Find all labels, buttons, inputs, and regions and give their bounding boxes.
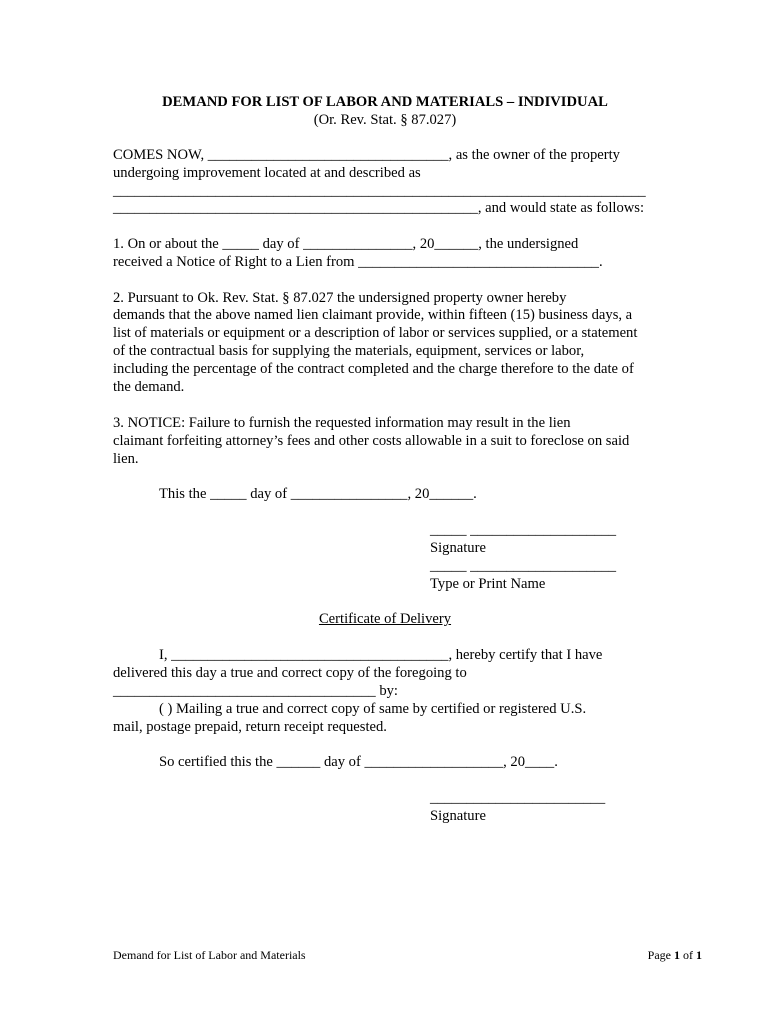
certificate-signature-label: Signature (430, 808, 486, 824)
certificate-line: ____________________________________ by: (113, 683, 398, 699)
page-current: 1 (674, 948, 680, 962)
page-of: of (680, 948, 696, 962)
paragraph-2-line: including the percentage of the contract completed and the charge therefore to the date of (113, 361, 634, 377)
paragraph-2-line: the demand. (113, 379, 185, 395)
document-title: DEMAND FOR LIST OF LABOR AND MATERIALS – INDIVIDUAL (162, 94, 608, 110)
page-prefix: Page (647, 948, 674, 962)
intro-line: __________________________________________________, and would state as follows: (113, 200, 645, 216)
certificate-signature-line: ________________________ (430, 790, 606, 806)
paragraph-2-line: demands that the above named lien claimant provide, within fifteen (15) business days, a (113, 307, 633, 323)
certificate-line: delivered this day a true and correct copy of the foregoing to (113, 665, 467, 681)
certificate-dated-line: So certified this the ______ day of ___________________, 20____. (159, 754, 558, 770)
paragraph-2-line: list of materials or equipment or a description of labor or services supplied, or a statement (113, 325, 638, 341)
paragraph-3-line: 3. NOTICE: Failure to furnish the requested information may result in the lien (113, 415, 571, 431)
signature-label: Signature (430, 540, 486, 556)
paragraph-3-line: claimant forfeiting attorney’s fees and other costs allowable in a suit to foreclose on said (113, 433, 630, 449)
paragraph-1-line: 1. On or about the _____ day of _______________, 20______, the undersigned (113, 236, 579, 252)
intro-line: _________________________________________________________________________ (113, 183, 646, 199)
signature-line: _____ ____________________ (430, 522, 617, 538)
certificate-line: mail, postage prepaid, return receipt requested. (113, 719, 387, 735)
print-name-line: _____ ____________________ (430, 558, 617, 574)
footer-title: Demand for List of Labor and Materials (113, 948, 306, 962)
paragraph-3-line: lien. (113, 451, 139, 467)
certificate-line: I, ______________________________________, hereby certify that I have (159, 647, 603, 663)
certificate-line: ( ) Mailing a true and correct copy of same by certified or registered U.S. (159, 701, 587, 717)
document-subtitle: (Or. Rev. Stat. § 87.027) (313, 112, 457, 128)
intro-line: undergoing improvement located at and described as (113, 165, 421, 181)
intro-line: COMES NOW, _________________________________, as the owner of the property (113, 147, 620, 163)
certificate-title: Certificate of Delivery (318, 611, 452, 627)
paragraph-2-line: 2. Pursuant to Ok. Rev. Stat. § 87.027 the undersigned property owner hereby (113, 290, 567, 306)
print-name-label: Type or Print Name (430, 576, 546, 592)
paragraph-2-line: of the contractual basis for supplying the materials, equipment, services or labor, (113, 343, 585, 359)
dated-line: This the _____ day of ________________, 20______. (159, 486, 477, 502)
paragraph-1-line: received a Notice of Right to a Lien from _________________________________. (113, 254, 603, 270)
footer-page-number (648, 948, 702, 963)
page-total: 1 (696, 948, 702, 962)
